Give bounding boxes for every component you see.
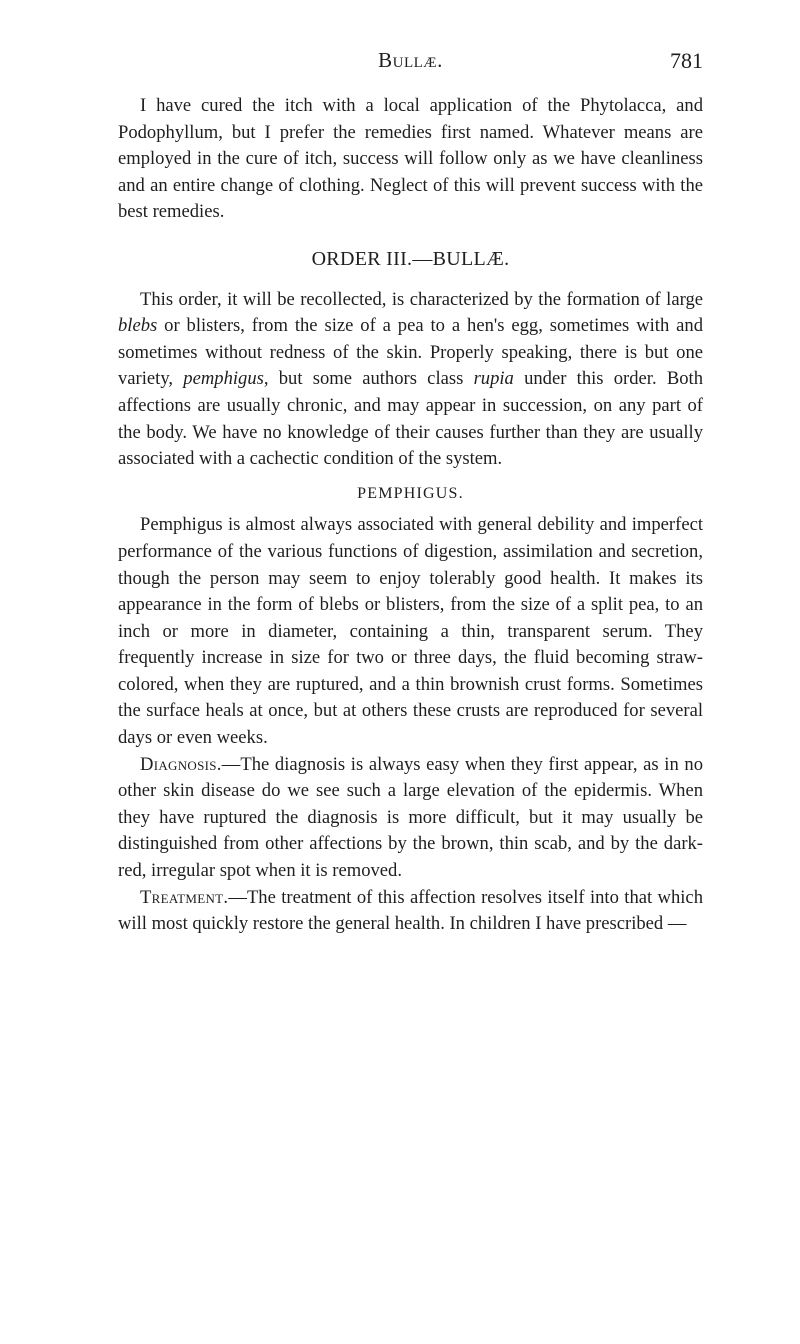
treatment-label: Treatment. [140, 886, 229, 908]
treatment-paragraph [118, 885, 703, 938]
order-heading: ORDER III.—BULLÆ. [311, 247, 510, 270]
pemphigus-heading: PEMPHIGUS. [357, 484, 464, 502]
order-text-part-3: , but some authors class [263, 368, 474, 390]
page-header [118, 48, 703, 78]
order-text-part-4: under this order. Both affections are usually chronic, and may appear in succession, on any part of the body. We have no knowledge of their causes further than they are usually associated with a cachectic condition of the system. [118, 368, 703, 470]
term-blebs: blebs [118, 315, 158, 337]
running-title: Bullæ. [378, 48, 443, 72]
term-rupia: rupia [473, 368, 514, 390]
diagnosis-paragraph [118, 752, 703, 885]
term-pemphigus: pemphigus [183, 368, 264, 390]
diagnosis-label: Diagnosis. [140, 753, 222, 775]
order-text-part-1: This order, it will be recollected, is characterized by the formation of large [140, 288, 703, 310]
diagnosis-text: —The diagnosis is always easy when they first appear, as in no other skin disease do we see such a large elevation of the epidermis. When they have ruptured the diagnosis is more difficult, but it may usually be distinguished from other affections by the brown, thin scab, and by the dark-red, irregular spot when it is removed. [118, 753, 703, 882]
treatment-text: —The treatment of this affection resolves itself into that which will most quickly restore the general health. In children I have prescribed — [118, 886, 703, 935]
order-paragraph [118, 287, 703, 473]
order-text-part-2: or blisters, from the size of a pea to a hen's egg, sometimes with and sometimes without redness of the skin. Properly speaking, there is but one variety, [118, 315, 703, 390]
body-text [118, 93, 703, 938]
page-number: 781 [670, 48, 703, 73]
pemphigus-paragraph: Pemphigus is almost always associated with general debility and imperfect performance of the various functions of digestion, assimilation and secretion, though the person may seem to enjoy tolerably good health. It makes its appearance in the form of blebs or blisters, from the size of a split pea, to an inch or more in diameter, containing a thin, transparent serum. They frequently increase in size for two or three days, the fluid becoming straw-colored, when they are ruptured, and a thin brownish crust forms. Sometimes the surface heals at once, but at others these crusts are reproduced for several days or even weeks. [118, 514, 703, 749]
intro-paragraph: I have cured the itch with a local application of the Phytolacca, and Podophyllum, but I prefer the remedies first named. Whatever means are employed in the cure of itch, success will follow only as we have cleanliness and an entire change of clothing. Neglect of this will prevent success with the best remedies. [118, 95, 703, 223]
